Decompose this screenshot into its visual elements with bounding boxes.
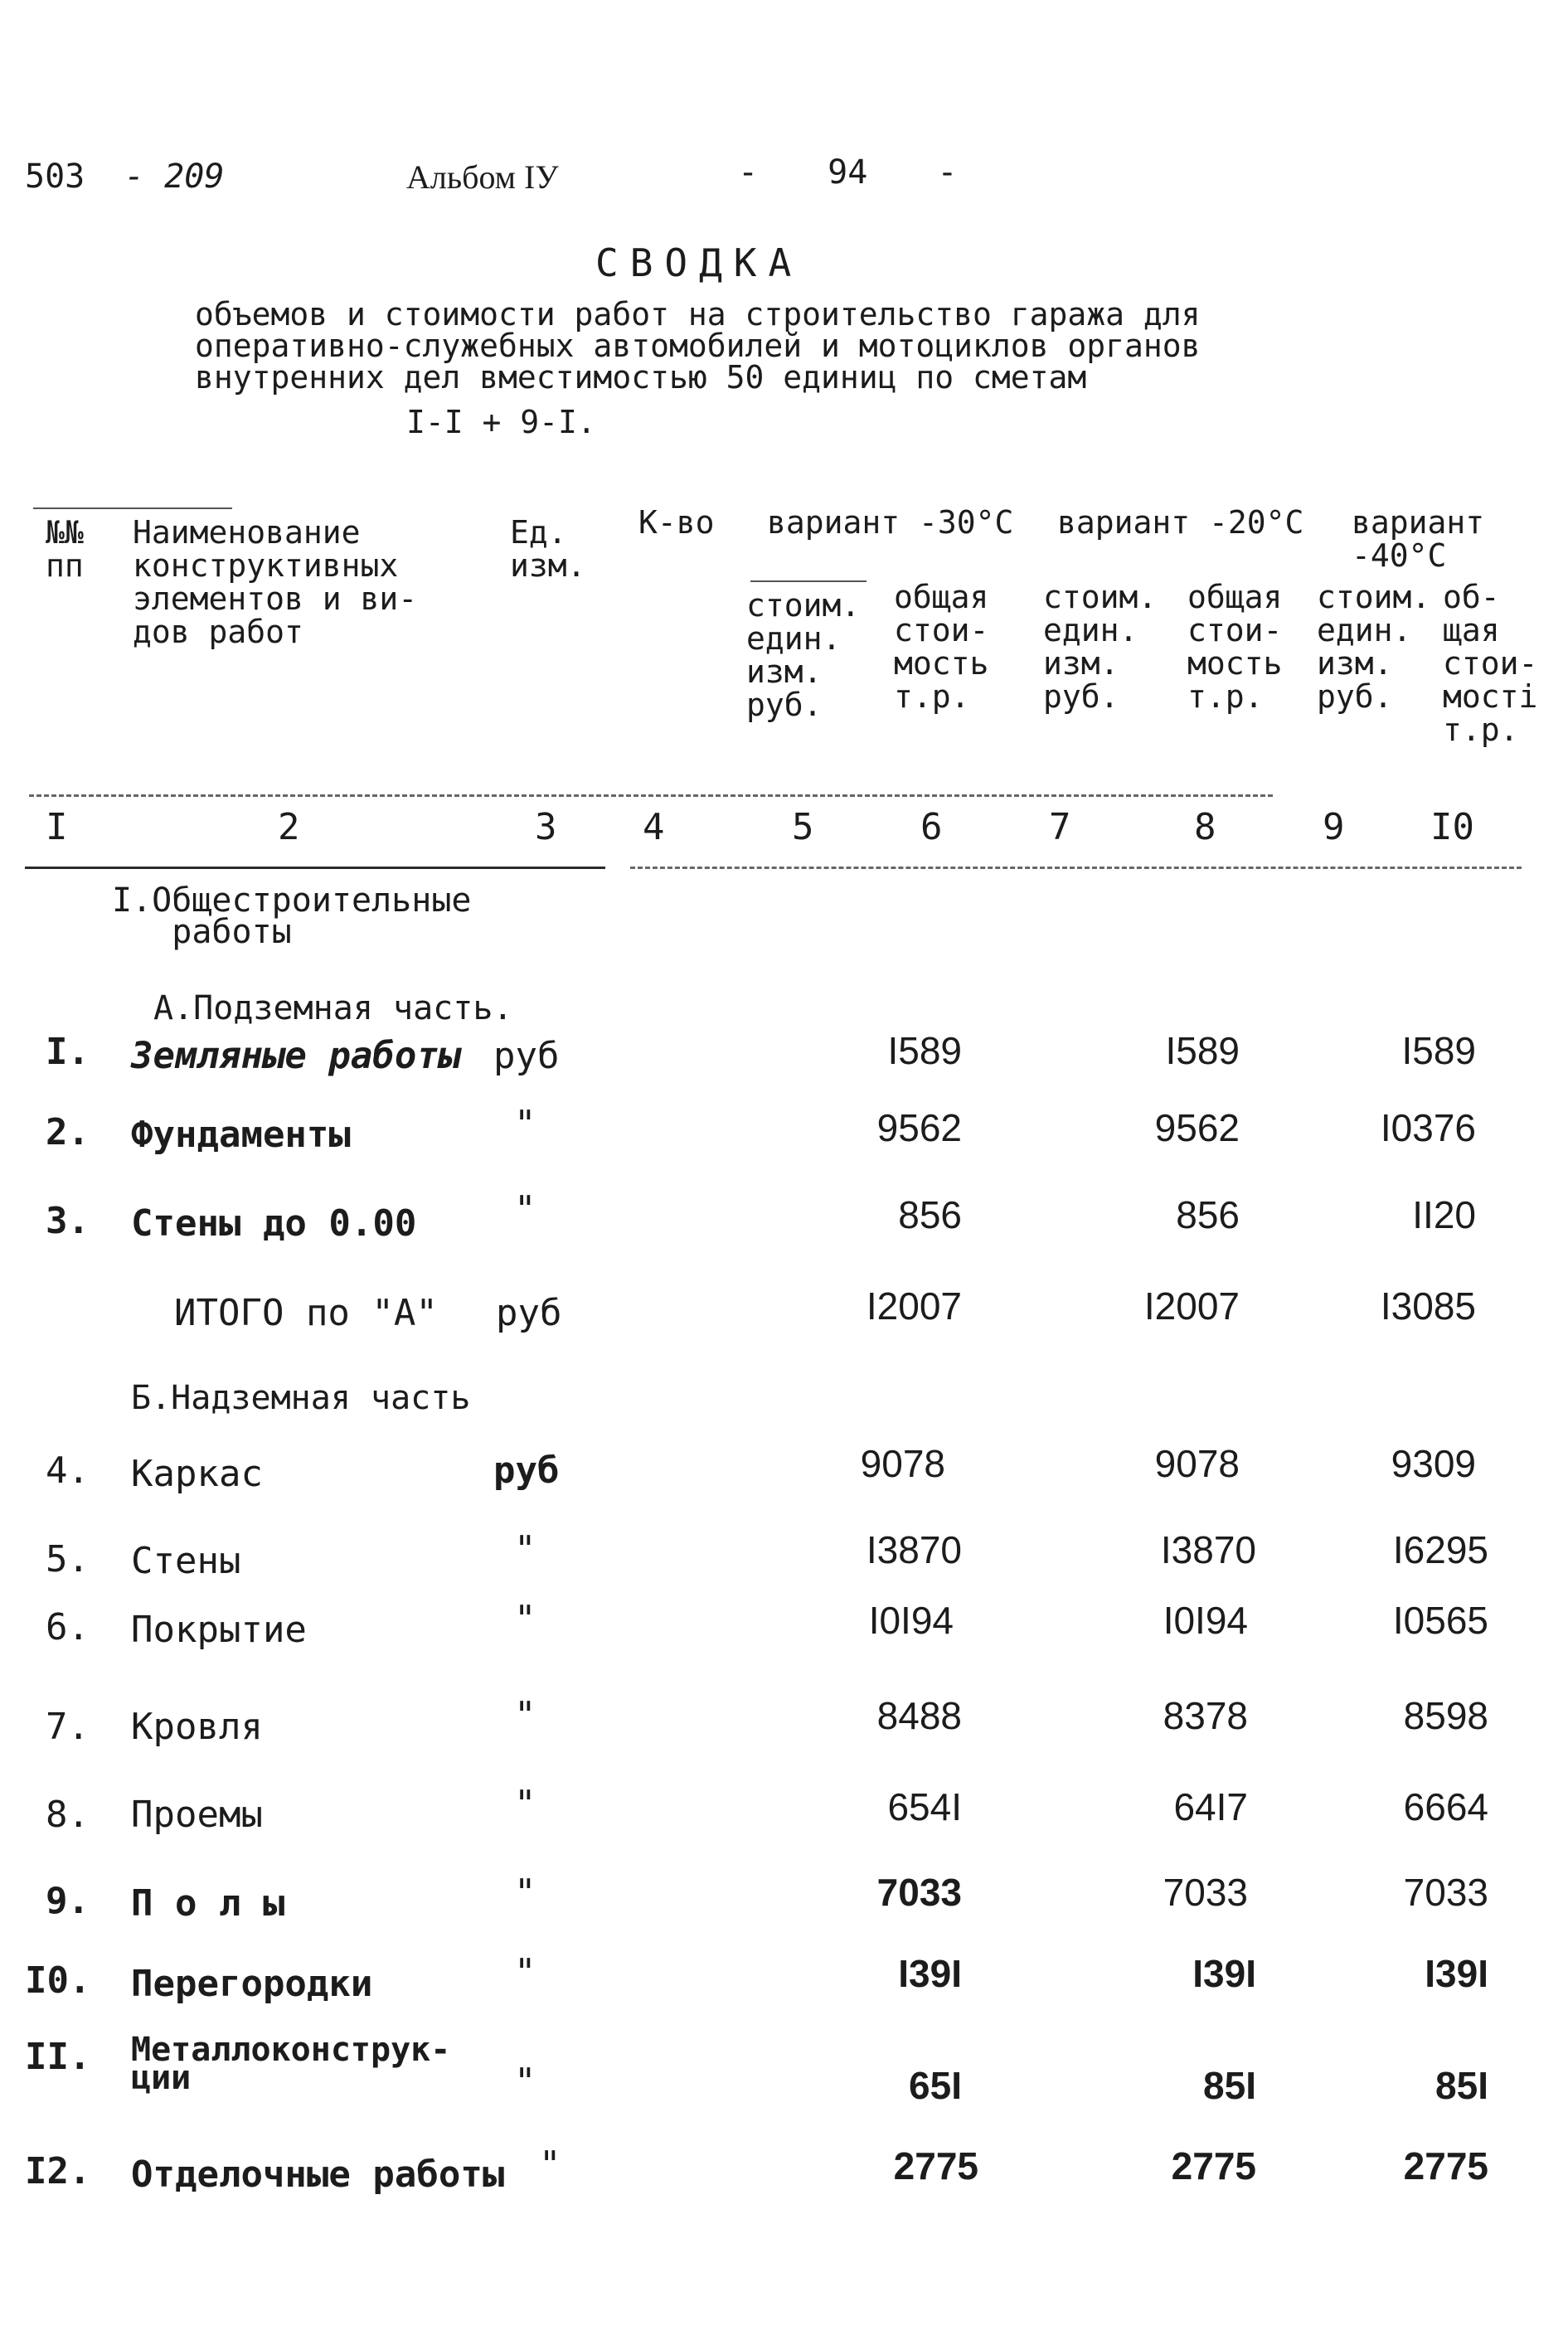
- row-name: Отделочные работы: [131, 2153, 505, 2196]
- col-header-6: общая стои- мость т.р.: [894, 579, 989, 715]
- page-number: - 94 -: [738, 153, 958, 192]
- row-name: Металлоконструк- ции: [131, 2031, 451, 2097]
- col-header-quantity: К-во: [638, 504, 715, 541]
- col-header-5: стоим. един. изм. руб.: [746, 587, 861, 723]
- row-value-v40: 6664: [1403, 1785, 1488, 1828]
- col-header-7: стоим. един. изм. руб.: [1043, 579, 1158, 715]
- row-value-v30: 8488: [876, 1694, 962, 1737]
- col-header-number: №№ пп: [46, 514, 84, 584]
- row-value-v20: I0I94: [1163, 1599, 1248, 1642]
- album-label: Альбом IУ: [406, 158, 559, 196]
- row-name: Проемы: [131, 1794, 263, 1836]
- col-header-8: общая стои- мость т.р.: [1187, 579, 1283, 715]
- row-unit: руб: [493, 1035, 560, 1077]
- subsection-a-heading: А.Подземная часть.: [153, 989, 513, 1027]
- row-value-v20: 64I7: [1173, 1785, 1248, 1828]
- row-value-v40: I589: [1401, 1029, 1476, 1072]
- row-value-v20: 856: [1176, 1193, 1240, 1236]
- colnum-8: 8: [1194, 806, 1216, 848]
- row-number: I0.: [25, 1959, 91, 2002]
- row-value-v40: 7033: [1403, 1871, 1488, 1914]
- row-value-v20: 85I: [1203, 2064, 1256, 2107]
- row-value-v30: I39I: [898, 1952, 962, 1995]
- row-value-v20: I589: [1165, 1029, 1240, 1072]
- row-value-v30: 9562: [876, 1106, 962, 1149]
- row-value-v40: I6295: [1392, 1528, 1488, 1571]
- row-name: Земляные работы: [131, 1035, 461, 1077]
- subsection-b-heading: Б.Надземная часть: [131, 1379, 471, 1417]
- row-number: 5.: [46, 1538, 90, 1580]
- row-number: 7.: [46, 1706, 90, 1748]
- row-value-v40: I0565: [1392, 1599, 1488, 1642]
- row-number: 9.: [46, 1880, 90, 1922]
- row-value-v30: I3870: [866, 1528, 962, 1571]
- colnum-5: 5: [792, 806, 814, 848]
- row-unit: ": [514, 1103, 536, 1145]
- row-unit: ": [514, 1528, 536, 1571]
- row-name: Стены до 0.00: [131, 1202, 417, 1245]
- row-value-v30: 654I: [887, 1785, 962, 1828]
- row-value-v40: II20: [1412, 1193, 1476, 1236]
- colnum-9: 9: [1323, 806, 1345, 848]
- archive-code: 503: [25, 158, 85, 196]
- row-number: 4.: [46, 1449, 90, 1492]
- row-unit: ": [514, 1951, 536, 1993]
- row-number: I.: [46, 1031, 90, 1073]
- total-value-v30: I2007: [866, 1284, 962, 1328]
- col-header-unit: Ед. изм.: [510, 514, 586, 584]
- row-value-v20: 9562: [1154, 1106, 1240, 1149]
- row-value-v30: 856: [898, 1193, 962, 1236]
- row-value-v40: 8598: [1403, 1694, 1488, 1737]
- col-header-name: Наименование конструктивных элементов и ви- дов работ: [133, 514, 418, 650]
- row-number: 3.: [46, 1200, 90, 1242]
- row-value-v20: 8378: [1163, 1694, 1248, 1737]
- row-value-v40: 85I: [1435, 2064, 1488, 2107]
- row-unit: руб: [493, 1449, 560, 1492]
- row-name: Стены: [131, 1540, 241, 1582]
- row-value-v30: 65I: [909, 2064, 962, 2107]
- row-value-v20: 9078: [1154, 1442, 1240, 1485]
- row-number: 6.: [46, 1606, 90, 1648]
- row-number: 2.: [46, 1111, 90, 1153]
- row-unit: ": [514, 1694, 536, 1736]
- row-value-v40: 9309: [1391, 1442, 1476, 1485]
- document-subtitle: объемов и стоимости работ на строительство гаража для оперативно-служебных автомобилей и мотоциклов органов внутренних дел вместимостью 50 единиц по сметам: [195, 296, 1201, 396]
- row-value-v20: I39I: [1192, 1952, 1256, 1995]
- row-name: Перегородки: [131, 1963, 373, 2005]
- col-header-variant-40: вариант -40°С: [1352, 504, 1485, 574]
- row-unit: ": [514, 1783, 536, 1825]
- col-header-variant-30: вариант -30°С: [767, 504, 1014, 541]
- colnum-6: 6: [920, 806, 943, 848]
- colnum-4: 4: [643, 806, 665, 848]
- row-unit: ": [539, 2144, 561, 2186]
- row-value-v40: I39I: [1425, 1952, 1488, 1995]
- row-value-v30: 2775: [893, 2144, 978, 2187]
- colnum-1: I: [46, 806, 68, 848]
- row-unit: ": [514, 1872, 536, 1914]
- total-value-v20: I2007: [1143, 1284, 1240, 1328]
- sheet-number: - 209: [124, 158, 225, 196]
- colnum-10: I0: [1430, 806, 1474, 848]
- col-header-9: стоим. един. изм. руб.: [1317, 579, 1431, 715]
- row-value-v30: 7033: [876, 1871, 962, 1914]
- total-value-v40: I3085: [1380, 1284, 1476, 1328]
- total-unit: руб: [496, 1292, 562, 1334]
- row-name: Кровля: [131, 1706, 263, 1748]
- row-unit: ": [514, 1598, 536, 1640]
- row-value-v40: I0376: [1380, 1106, 1476, 1149]
- col-header-variant-20: вариант -20°С: [1057, 504, 1304, 541]
- section-heading: I.Общестроительные работы: [112, 881, 472, 951]
- row-unit: ": [514, 2061, 536, 2103]
- row-number: 8.: [46, 1794, 90, 1836]
- row-value-v20: I3870: [1160, 1528, 1256, 1571]
- col-header-10: об- щая стои- мості т.р.: [1443, 579, 1538, 748]
- row-name: Покрытие: [131, 1609, 307, 1651]
- colnum-3: 3: [535, 806, 557, 848]
- document-title: СВОДКА: [595, 240, 803, 285]
- row-value-v40: 2775: [1403, 2144, 1488, 2187]
- document-subtitle-ranges: I-I + 9-I.: [406, 404, 596, 440]
- row-value-v30: I589: [887, 1029, 962, 1072]
- total-label: ИТОГО по "А": [174, 1292, 438, 1334]
- row-value-v20: 2775: [1171, 2144, 1256, 2187]
- row-value-v20: 7033: [1163, 1871, 1248, 1914]
- row-value-v30: I0I94: [868, 1599, 954, 1642]
- row-name: Фундаменты: [131, 1114, 351, 1156]
- row-name: Каркас: [131, 1453, 263, 1495]
- colnum-7: 7: [1049, 806, 1071, 848]
- colnum-2: 2: [278, 806, 300, 848]
- row-unit: ": [514, 1188, 536, 1231]
- row-value-v30: 9078: [860, 1442, 945, 1485]
- row-number: II.: [25, 2036, 91, 2078]
- row-name: П о л ы: [131, 1882, 285, 1925]
- row-number: I2.: [25, 2150, 91, 2192]
